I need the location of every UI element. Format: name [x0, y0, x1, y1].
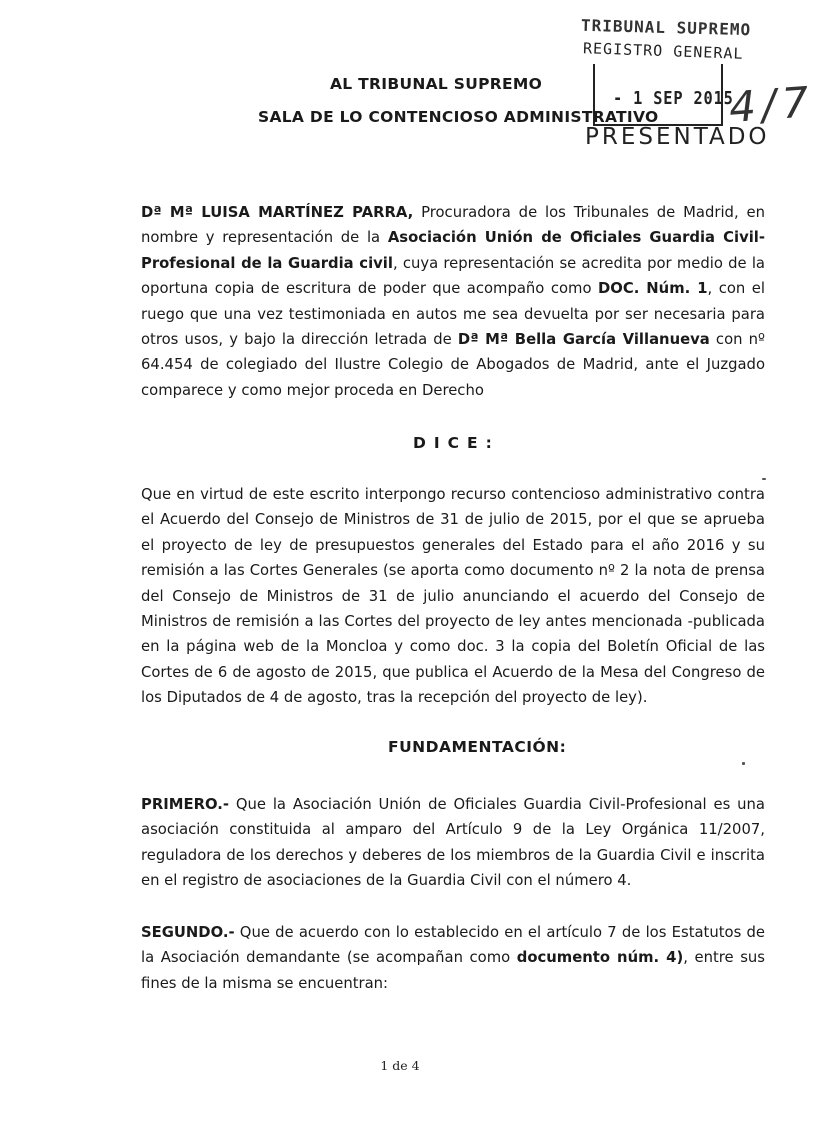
association-name: Asociación Unión de Oficiales Guardia Civil-Profesional de la Guardia civil	[141, 229, 766, 272]
fundamentacion-title: FUNDAMENTACIÓN:	[388, 738, 567, 756]
attorney-name: Dª Mª LUISA MARTÍNEZ PARRA,	[141, 204, 414, 221]
intro-text-3: , con el ruego que una vez testimoniada en autos me sea devuelta por ser necesaria para otros usos, y bajo la dirección letrada de	[141, 280, 765, 349]
intro-text-4: con nº 64.454 de colegiado del Ilustre Colegio de Abogados de Madrid, ante el Juzgado comparece y como mejor proceda en Derecho	[141, 331, 765, 399]
intro-text-1: Procuradora de los Tribunales de Madrid, en nombre y representación de la	[141, 204, 765, 247]
primero-text: Que la Asociación Unión de Oficiales Guardia Civil-Profesional es una asociación constituida al amparo del Artículo 9 de la Ley Orgánica 11/2007, reguladora de los derechos y deberes de los miembros de la Guardia Civil e inscrita en el registro de asociaciones de la Guardia Civil con el número 4.	[141, 796, 765, 890]
segundo-text-1: Que de acuerdo con lo establecido en el artículo 7 de los Estatutos de la Asociación demandante (se acompañan como	[141, 924, 765, 967]
chamber-heading: SALA DE LO CONTENCIOSO ADMINISTRATIVO	[258, 108, 659, 126]
stamp-registry-label: REGISTRO GENERAL	[582, 39, 744, 63]
dice-paragraph: Que en virtud de este escrito interpongo recurso contencioso administrativo contra el Acuerdo del Consejo de Ministros de 31 de julio de 2015, por el que se aprueba el proyecto de ley de presupuestos generales del Estado para el año 2016 y su remisión a las Cortes Generales (se aporta como documento nº 2 la nota de prensa del Consejo de Ministros de 31 de julio anunciando el acuerdo del Consejo de Ministros de remisión a las Cortes del proyecto de ley antes mencionada -publicada en la página web de la Moncloa y como doc. 3 la copia del Boletín Oficial de las Cortes de 6 de agosto de 2015, que publica el Acuerdo de la Mesa del Congreso de los Diputados de 4 de agosto, tras la recepción del proyecto de ley).	[141, 486, 765, 707]
stamp-presented-label: PRESENTADO	[585, 124, 770, 150]
doc-reference-1: DOC. Núm. 1	[598, 280, 708, 298]
stamp-court-name: TRIBUNAL SUPREMO	[580, 15, 752, 40]
segundo-label: SEGUNDO.-	[141, 924, 235, 941]
registry-stamp	[565, 8, 816, 158]
dice-title: DICE:	[413, 434, 500, 452]
scan-speck	[742, 762, 745, 765]
page-number: 1 de 4	[380, 1058, 420, 1073]
segundo-text-2: , entre sus fines de la misma se encuentran:	[141, 949, 765, 992]
intro-text-2: , cuya representación se acredita por medio de la oportuna copia de escritura de poder que acompaño como	[141, 254, 765, 298]
stamp-date: - 1 SEP 2015	[613, 88, 734, 109]
segundo-paragraph	[141, 920, 765, 996]
primero-paragraph	[141, 792, 765, 894]
primero-label: PRIMERO.-	[141, 796, 229, 813]
stamp-handwritten-number: 4/7	[727, 77, 816, 132]
addressee-heading: AL TRIBUNAL SUPREMO	[330, 75, 543, 93]
scan-speck	[762, 478, 766, 480]
doc-reference-4: documento núm. 4)	[516, 949, 684, 967]
lawyer-name: Dª Mª Bella García Villanueva	[457, 331, 710, 349]
intro-paragraph	[141, 200, 765, 403]
